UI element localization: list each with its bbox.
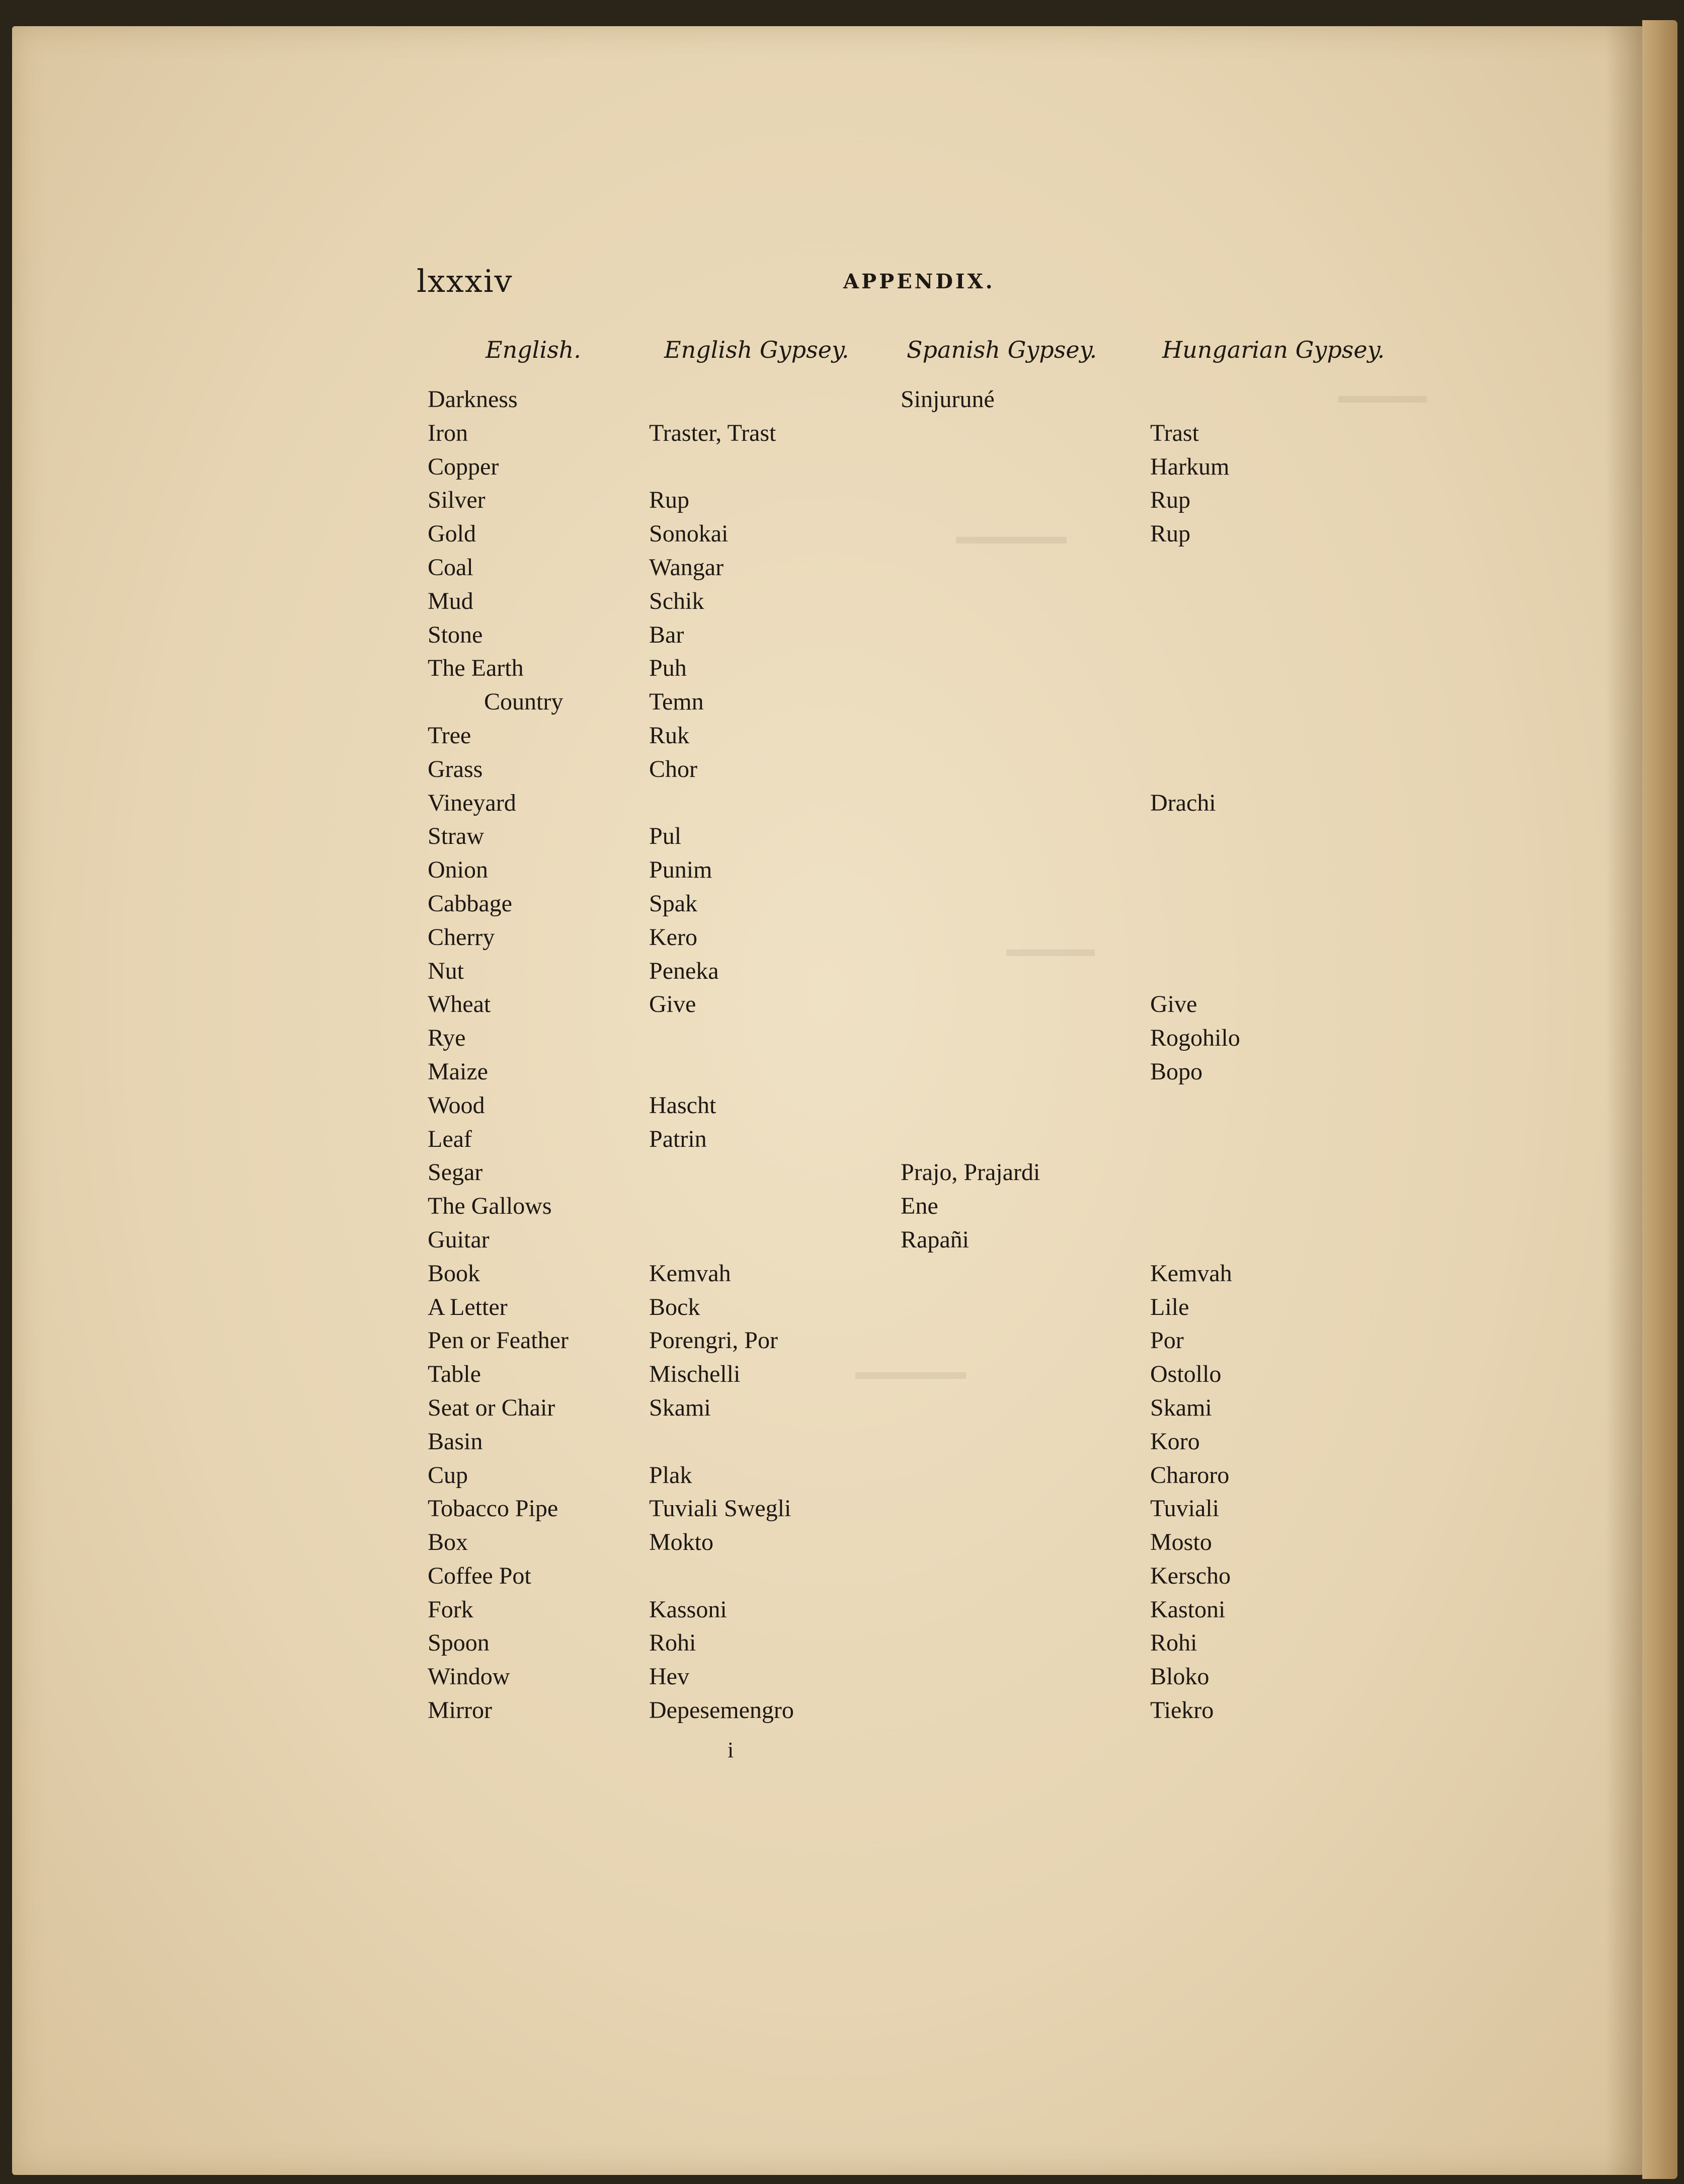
cell-english: Leaf <box>428 1125 472 1152</box>
table-row <box>0 990 1684 1024</box>
cell-hungarian-gypsey: Koro <box>1150 1428 1200 1455</box>
cell-english-gypsey: Kemvah <box>649 1260 731 1287</box>
table-row <box>0 1696 1684 1730</box>
cell-english-gypsey: Kero <box>649 923 697 951</box>
cell-english-gypsey: Rup <box>649 487 690 514</box>
cell-hungarian-gypsey: Ostollo <box>1150 1361 1222 1388</box>
table-row <box>0 957 1684 991</box>
cell-english-gypsey: Chor <box>649 755 697 783</box>
cell-english-gypsey: Ruk <box>649 722 690 749</box>
table-row <box>0 1428 1684 1461</box>
cell-english-gypsey: Punim <box>649 856 712 884</box>
cell-english-gypsey: Hascht <box>649 1091 716 1119</box>
table-row <box>0 1528 1684 1562</box>
table-row <box>0 822 1684 856</box>
table-row <box>0 1024 1684 1058</box>
table-row <box>0 453 1684 487</box>
table-row <box>0 621 1684 655</box>
page-number: lxxxiv <box>417 263 513 299</box>
cell-english: Mud <box>428 587 473 614</box>
table-row <box>0 1495 1684 1528</box>
cell-english-gypsey: Plak <box>649 1461 692 1489</box>
cell-spanish-gypsey: Prajo, Prajardi <box>901 1159 1040 1186</box>
cell-english: Iron <box>428 419 468 446</box>
cell-english-gypsey: Schik <box>649 587 704 614</box>
cell-english: Coffee Pot <box>428 1562 531 1589</box>
cell-spanish-gypsey: Rapañi <box>901 1226 969 1253</box>
column-headers <box>0 336 1684 371</box>
table-row <box>0 1596 1684 1629</box>
table-row <box>0 1360 1684 1394</box>
cell-english: Wheat <box>428 991 491 1018</box>
cell-english: Straw <box>428 823 484 850</box>
show-through-mark: ▬▬▬▬ <box>1338 383 1427 408</box>
cell-english-gypsey: Kassoni <box>649 1596 727 1623</box>
table-row <box>0 1192 1684 1226</box>
table-row <box>0 654 1684 688</box>
cell-english: Country <box>484 688 564 716</box>
cell-hungarian-gypsey: Tiekro <box>1150 1697 1214 1724</box>
cell-english-gypsey: Traster, Trast <box>649 419 776 446</box>
cell-english-gypsey: Tuviali Swegli <box>649 1495 791 1522</box>
cell-spanish-gypsey: Ene <box>901 1193 938 1220</box>
table-row <box>0 1293 1684 1327</box>
table-row <box>0 520 1684 554</box>
cell-hungarian-gypsey: Lile <box>1150 1293 1189 1320</box>
cell-english-gypsey: Puh <box>649 655 687 682</box>
table-row <box>0 1260 1684 1293</box>
column-header-english-gypsey: English Gypsey. <box>664 336 849 363</box>
table-row <box>0 755 1684 789</box>
cell-english: The Earth <box>428 655 524 682</box>
cell-english: A Letter <box>428 1293 508 1320</box>
cell-english-gypsey: Bar <box>649 621 684 648</box>
cell-hungarian-gypsey: Mosto <box>1150 1529 1212 1556</box>
cell-english-gypsey: Mischelli <box>649 1361 741 1388</box>
table-row <box>0 1327 1684 1360</box>
cell-english-gypsey: Sonokai <box>649 520 729 548</box>
cell-english: Book <box>428 1260 480 1287</box>
cell-english: Vineyard <box>428 789 516 816</box>
cell-english: Spoon <box>428 1629 490 1657</box>
cell-english: Window <box>428 1663 510 1690</box>
cell-english: Guitar <box>428 1226 490 1253</box>
show-through-mark: ▬▬▬▬ <box>1006 937 1095 961</box>
table-row <box>0 789 1684 823</box>
cell-english: Tobacco Pipe <box>428 1495 558 1522</box>
table-row <box>0 1562 1684 1596</box>
table-row <box>0 486 1684 520</box>
cell-hungarian-gypsey: Drachi <box>1150 789 1216 816</box>
cell-hungarian-gypsey: Kastoni <box>1150 1596 1226 1623</box>
cell-hungarian-gypsey: Skami <box>1150 1394 1212 1421</box>
table-row <box>0 587 1684 621</box>
cell-hungarian-gypsey: Rogohilo <box>1150 1025 1240 1052</box>
cell-english: Box <box>428 1529 468 1556</box>
cell-english-gypsey: Depesemengro <box>649 1697 794 1724</box>
cell-english: Fork <box>428 1596 473 1623</box>
cell-english: Coal <box>428 554 473 581</box>
cell-english-gypsey: Hev <box>649 1663 689 1690</box>
table-row <box>0 722 1684 755</box>
cell-hungarian-gypsey: Por <box>1150 1327 1184 1354</box>
table-row <box>0 856 1684 890</box>
cell-english-gypsey: Give <box>649 991 696 1018</box>
show-through-mark: ▬▬▬▬▬ <box>956 524 1067 549</box>
table-row <box>0 1394 1684 1428</box>
column-header-english: English. <box>486 336 581 363</box>
table-row <box>0 1058 1684 1091</box>
cell-english: Wood <box>428 1091 485 1119</box>
cell-hungarian-gypsey: Bloko <box>1150 1663 1210 1690</box>
cell-hungarian-gypsey: Give <box>1150 991 1197 1018</box>
table-row <box>0 385 1684 419</box>
table-row <box>0 419 1684 453</box>
table-row <box>0 1629 1684 1663</box>
cell-hungarian-gypsey: Rohi <box>1150 1629 1197 1657</box>
cell-english: Maize <box>428 1058 488 1085</box>
cell-english: Nut <box>428 957 464 984</box>
cell-english: Table <box>428 1361 481 1388</box>
cell-english: Basin <box>428 1428 483 1455</box>
cell-english-gypsey: Mokto <box>649 1529 714 1556</box>
table-row <box>0 923 1684 957</box>
cell-english: Silver <box>428 487 486 514</box>
cell-hungarian-gypsey: Rup <box>1150 487 1191 514</box>
cell-english: Rye <box>428 1025 466 1052</box>
table-row <box>0 554 1684 587</box>
cell-english-gypsey: Rohi <box>649 1629 696 1657</box>
cell-english-gypsey: Skami <box>649 1394 711 1421</box>
cell-english-gypsey: Wangar <box>649 554 724 581</box>
cell-english: Cup <box>428 1461 468 1489</box>
vocabulary-table <box>0 385 1684 1730</box>
cell-hungarian-gypsey: Rup <box>1150 520 1191 548</box>
page-header <box>0 263 1684 303</box>
cell-english: The Gallows <box>428 1193 552 1220</box>
table-row <box>0 1091 1684 1125</box>
show-through-mark: ▬▬▬▬▬ <box>855 1359 966 1384</box>
cell-english: Darkness <box>428 386 518 413</box>
column-header-spanish-gypsey: Spanish Gypsey. <box>907 336 1097 363</box>
table-row <box>0 1663 1684 1696</box>
cell-english: Cabbage <box>428 890 512 917</box>
cell-english-gypsey: Spak <box>649 890 697 917</box>
cell-spanish-gypsey: Sinjuruné <box>901 386 995 413</box>
cell-hungarian-gypsey: Kemvah <box>1150 1260 1232 1287</box>
cell-english: Mirror <box>428 1697 492 1724</box>
cell-english: Stone <box>428 621 483 648</box>
cell-english: Pen or Feather <box>428 1327 569 1354</box>
table-row <box>0 1226 1684 1260</box>
cell-english-gypsey: Patrin <box>649 1125 707 1152</box>
cell-english: Gold <box>428 520 476 548</box>
cell-english: Segar <box>428 1159 483 1186</box>
running-title: APPENDIX. <box>843 270 995 293</box>
cell-english: Copper <box>428 453 499 480</box>
cell-hungarian-gypsey: Bopo <box>1150 1058 1203 1085</box>
signature-mark: i <box>728 1738 734 1762</box>
cell-english: Onion <box>428 856 488 884</box>
cell-english-gypsey: Pul <box>649 823 682 850</box>
table-row <box>0 890 1684 923</box>
cell-english: Cherry <box>428 923 495 951</box>
cell-hungarian-gypsey: Harkum <box>1150 453 1230 480</box>
cell-english-gypsey: Porengri, Por <box>649 1327 778 1354</box>
cell-english-gypsey: Temn <box>649 688 704 716</box>
cell-hungarian-gypsey: Kerscho <box>1150 1562 1231 1589</box>
cell-hungarian-gypsey: Tuviali <box>1150 1495 1219 1522</box>
cell-hungarian-gypsey: Trast <box>1150 419 1199 446</box>
column-header-hungarian-gypsey: Hungarian Gypsey. <box>1162 336 1385 363</box>
cell-english-gypsey: Bock <box>649 1293 700 1320</box>
table-row <box>0 1125 1684 1159</box>
cell-english: Seat or Chair <box>428 1394 555 1421</box>
cell-english: Grass <box>428 755 483 783</box>
table-row <box>0 688 1684 722</box>
table-row <box>0 1158 1684 1192</box>
cell-hungarian-gypsey: Charoro <box>1150 1461 1230 1489</box>
cell-english-gypsey: Peneka <box>649 957 719 984</box>
table-row <box>0 1461 1684 1495</box>
cell-english: Tree <box>428 722 471 749</box>
